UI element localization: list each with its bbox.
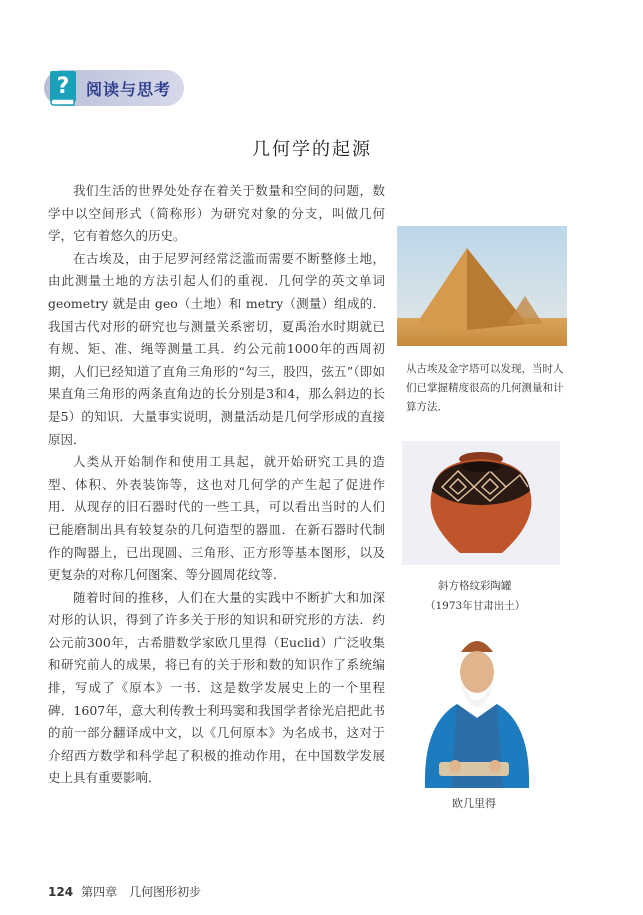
chapter-title: 第四章 几何图形初步 xyxy=(81,885,202,899)
pyramid-photo xyxy=(397,226,567,346)
pot-caption-title: 斜方格纹彩陶罐 xyxy=(438,580,512,592)
section-label: 阅读与思考 xyxy=(86,80,172,99)
paragraph: 我们生活的世界处处存在着关于数量和空间的问题，数学中以空间形式（简称形）为研究对象的分支，叫做几何学，它有着悠久的历史。 xyxy=(48,183,385,244)
article-body xyxy=(48,180,385,790)
page-title: 几何学的起源 xyxy=(252,139,372,160)
euclid-portrait xyxy=(411,628,541,788)
page-footer xyxy=(48,883,201,900)
paragraph: 随着时间的推移，人们在大量的实践中不断扩大和加深对形的认识，得到了许多关于形的知识和研究形的方法．约公元前300年，古希腊数学家欧几里得（Euclid）广泛收集和研究前人的成果，将已有的关于形和数的知识作了系统编排，写成了《原本》一书．这是数学发展史上的一个里程碑．1607年，意大利传教士利玛窦和我国学者徐光启把此书的前一部分翻译成中文，以《几何原本》为名成书，这对于介绍西方数学和科学起了积极的推动作用，在中国数学发展史上具有重要影响． xyxy=(48,589,385,786)
pot-caption-origin: （1973年甘肃出土） xyxy=(425,600,526,612)
painted-pot-photo xyxy=(402,441,560,565)
pyramid-caption: 从古埃及金字塔可以发现，当时人们已掌握精度很高的几何测量和计算方法． xyxy=(406,363,564,413)
paragraph: 人类从开始制作和使用工具起，就开始研究工具的造型、体积、外表装饰等，这也对几何学的产生起了促进作用．从现存的旧石器时代的一些工具，可以看出当时的人们已能磨制出具有较复杂的几何造型的器皿．在新石器时代制作的陶器上，已出现圆、三角形、正方形等基本图形，以及更复杂的对称几何图案、等分圆周花纹等． xyxy=(48,454,385,583)
paragraph: 在古埃及，由于尼罗河经常泛滥而需要不断整修土地，由此测量土地的方法引起人们的重视．几何学的英文单词 geometry 就是由 geo（土地）和 metry（测量）组成的．我国古代对形的研究也与测量关系密切，夏禹治水时期就已有规、矩、准、绳等测量工具．约公元前1000年的西周初期，人们已经知道了直角三角形的“勾三，股四，弦五”（即如果直角三角形的两条直角边的长分别是3和4，那么斜边的长是5）的知识．大量事实说明，测量活动是几何学形成的直接原因． xyxy=(48,250,385,447)
euclid-caption: 欧几里得 xyxy=(452,797,496,810)
question-book-icon xyxy=(46,69,80,107)
page-number: 124 xyxy=(48,885,74,899)
svg-text:?: ? xyxy=(56,74,70,99)
